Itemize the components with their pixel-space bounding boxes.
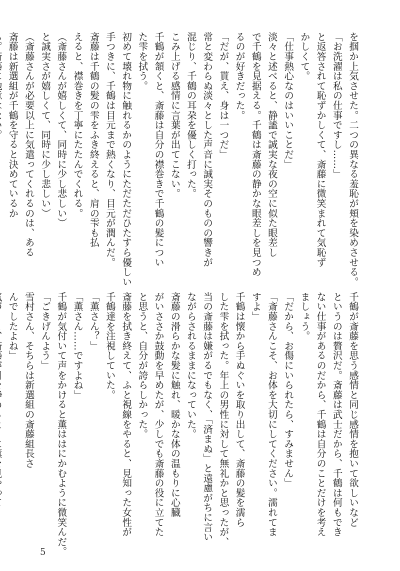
text-line: 淡々と述べると、静謐で誠実な夜の空に似た眼差し (265, 32, 277, 258)
text-line: えると、襟巻きを丁寧にたたんでくれる。 (71, 32, 83, 219)
text-line: 「斎藤さんこそ、お体を大切にしてください。濡れてま (265, 292, 277, 537)
text-line: 千鶴が気付いて声をかけると薫ははにかむように微笑んだ。 (55, 292, 67, 557)
text-line: ましょう。 (298, 292, 310, 341)
text-line: 斎藤は新選組が千鶴を守ると決めているか (6, 32, 18, 219)
text-line: 「お洗濯は私の仕事ですし……」 (330, 32, 342, 179)
text-line: を掴か上気させた。二つの異なる羞恥が頬を染めさせる。 (347, 32, 358, 287)
text-line: と誠実さが嬉しくて、同時に少し悲しい） (39, 32, 51, 219)
text-line: た雫を拭う。 (136, 32, 148, 91)
text-line: 雪村さん、そちらは新選組の斎藤組長さ (22, 292, 34, 469)
text-line: 「薫さん……ですよね」 (71, 292, 83, 400)
text-line: ない仕事があるのだから、千鶴は自分のことだけを考え (314, 292, 326, 537)
text-line: るのが好きだった。 (233, 32, 245, 121)
lower-text-block (6, 292, 360, 557)
upper-text-block (6, 32, 360, 287)
text-line: がいささか鼓動を早めたが、少しでも斎藤の役に立てた (152, 292, 164, 537)
text-line: 手つきに、千鶴は目元まで熱くなり、目元が潤んだ。 (103, 32, 115, 268)
text-line: 千鶴が斎藤を思う感情と同じ感情を抱いて欲しいなど (347, 292, 358, 528)
text-line: ながらされるままになっていた。 (184, 292, 196, 439)
text-line: かしくて。 (298, 32, 310, 81)
text-line: で千鶴を見据える。千鶴は斎藤の静かな眼差しを見つめ (249, 32, 261, 277)
text-line: した雫を拭った。年上の男性に対して無礼かと思ったが、 (217, 292, 229, 547)
text-line: 混じり、千鶴の耳朶を優しく打った。 (184, 32, 196, 199)
text-line: 千鶴は懐から手ぬぐいを取り出して、斎藤の髪を濡ら (233, 292, 245, 528)
text-line: と返答されて恥ずかしくて、斎藤に微笑まれて気恥ず (314, 32, 326, 268)
text-line: こみ上げる感情に言葉が出てこない。 (168, 32, 180, 199)
text-line: 「薫さん？」 (87, 292, 99, 351)
text-line: と思うと、自分が誇らしかった。 (136, 292, 148, 439)
text-line: 千鶴達を注視していた。 (103, 292, 115, 400)
text-line: 「ごきげんよう」 (39, 292, 51, 371)
text-line: 千鶴が頷くと、斎藤は自分の襟巻きで千鶴の髪につい (152, 32, 164, 268)
text-line: （斎藤さんが必要以上に気遣ってくれるのは、ある (22, 32, 34, 258)
text-line: 「仕事熱心なのはいいことだ」 (282, 32, 294, 170)
text-line: すよ」 (249, 292, 261, 322)
text-line: 斎藤を拭き終えて、ふと視線をやると、見知った女性が (120, 292, 132, 537)
text-line: （斎藤さんが嬉しくて、同時に少し悲しい） (55, 32, 67, 228)
text-line: 初めて壊れ物に触れるかのようにただただひたすら優しい (120, 32, 132, 287)
text-line: 「だが、貰え、身は一つだ」 (217, 32, 229, 160)
text-line: 当の斎藤は嫌がるでもなく、「済まぬ」と遠慮がちに言い (201, 292, 213, 542)
text-line: 常と変わらぬ淡々とした声音に誠実そのものの響きが (201, 32, 213, 268)
text-line: 斎藤の滑らかな髪に触れ、暖かな体の温もりに心臓 (168, 292, 180, 518)
text-line: というのは贅沢だ。斎藤は武士だから、千鶴は何もでき (330, 292, 342, 537)
text-line (0, 292, 4, 542)
text-line: 斎藤は千鶴の髪の雫をふき終えると、肩の雫も払 (87, 32, 99, 248)
text-line: んでしたよね」 (6, 292, 18, 361)
text-line: 「だから、お傷にいられたら、すみません」 (282, 292, 294, 488)
page-number: 5 (40, 548, 46, 558)
